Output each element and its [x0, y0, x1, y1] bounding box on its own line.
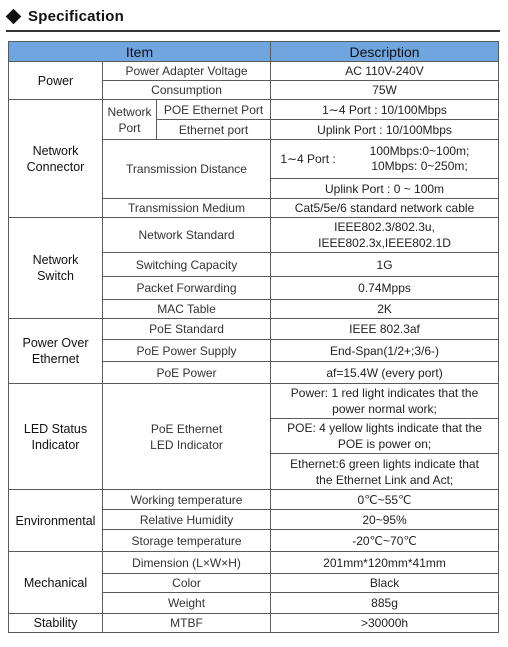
table-row — [9, 490, 499, 510]
row-label: POE Ethernet Port — [157, 100, 271, 120]
led-poe-description — [271, 419, 499, 454]
category-environmental: Environmental — [9, 490, 103, 552]
category-power-over-ethernet — [9, 319, 103, 384]
row-value: 201mm*120mm*41mm — [271, 552, 499, 574]
row-label: Ethernet port — [157, 120, 271, 140]
value-line: Ethernet:6 green lights indicate that — [290, 456, 479, 471]
category-line: Switch — [37, 269, 74, 283]
table-row — [9, 100, 499, 120]
distance-line: 100Mbps:0~100m; — [369, 144, 470, 158]
table-row — [9, 62, 499, 81]
row-value: Cat5/5e/6 standard network cable — [271, 199, 499, 218]
row-value — [271, 218, 499, 253]
section-title: Specification — [28, 7, 124, 25]
network-port-label — [103, 100, 157, 140]
table-row — [9, 552, 499, 574]
row-value: 885g — [271, 593, 499, 614]
row-label: PoE Power Supply — [103, 340, 271, 362]
row-value: 2K — [271, 300, 499, 319]
value-line: POE is power on; — [337, 437, 432, 451]
category-line: Network — [32, 143, 79, 158]
row-value: 75W — [271, 81, 499, 100]
distance-port-label: 1∼4 Port : — [280, 152, 336, 166]
row-label: PoE Power — [103, 362, 271, 384]
row-label: Color — [103, 574, 271, 593]
table-row — [9, 319, 499, 340]
value-line: power normal work; — [332, 402, 437, 416]
row-value: End-Span(1/2+;3/6-) — [271, 340, 499, 362]
column-header-item: Item — [9, 42, 271, 62]
distance-line: 10Mbps: 0~250m; — [371, 159, 468, 173]
row-value: -20℃~70℃ — [271, 530, 499, 552]
row-label: Storage temperature — [103, 530, 271, 552]
category-line: LED Status — [23, 421, 88, 436]
category-line: Ethernet — [31, 352, 80, 366]
category-line: Indicator — [31, 437, 80, 452]
row-value: 0.74Mpps — [271, 277, 499, 300]
row-label: Switching Capacity — [103, 253, 271, 277]
row-label: MAC Table — [103, 300, 271, 319]
row-label: PoE Standard — [103, 319, 271, 340]
category-network-connector — [9, 100, 103, 218]
row-value: 1G — [271, 253, 499, 277]
row-label: Power Adapter Voltage — [103, 62, 271, 81]
row-label: Consumption — [103, 81, 271, 100]
category-led-status — [9, 384, 103, 490]
row-label: Dimension (L×W×H) — [103, 552, 271, 574]
header-divider — [6, 30, 500, 32]
row-label: Transmission Distance — [103, 140, 271, 199]
row-value: IEEE 802.3af — [271, 319, 499, 340]
category-line: Connector — [26, 159, 85, 174]
specification-table — [8, 41, 499, 633]
row-value: Black — [271, 574, 499, 593]
row-value: AC 110V-240V — [271, 62, 499, 81]
label-line: LED Indicator — [150, 437, 223, 452]
distance-lines — [343, 144, 496, 174]
diamond-bullet-icon — [6, 8, 22, 24]
table-row — [9, 384, 499, 419]
row-value: >30000h — [271, 614, 499, 633]
row-label: Working temperature — [103, 490, 271, 510]
category-power: Power — [9, 62, 103, 100]
category-line: Network — [32, 253, 79, 267]
value-line: Power: 1 red light indicates that the — [290, 386, 479, 400]
row-label: Network Standard — [103, 218, 271, 253]
value-line: POE: 4 yellow lights indicate that the — [287, 421, 482, 435]
category-stability: Stability — [9, 614, 103, 633]
category-network-switch — [9, 218, 103, 319]
section-header — [6, 5, 124, 27]
category-mechanical: Mechanical — [9, 552, 103, 614]
row-value: 20~95% — [271, 510, 499, 530]
row-label: Packet Forwarding — [103, 277, 271, 300]
value-line: the Ethernet Link and Act; — [315, 472, 454, 487]
label-line: PoE Ethernet — [150, 421, 223, 436]
value-line: IEEE802.3x,IEEE802.1D — [318, 236, 451, 250]
label-line: Network — [107, 104, 152, 119]
table-row — [9, 218, 499, 253]
row-label: MTBF — [103, 614, 271, 633]
led-power-description — [271, 384, 499, 419]
row-value: 0℃~55℃ — [271, 490, 499, 510]
distance-value — [271, 140, 499, 179]
category-line: Power Over — [22, 336, 89, 350]
row-label: Weight — [103, 593, 271, 614]
row-value: af=15.4W (every port) — [271, 362, 499, 384]
label-line: Port — [118, 120, 141, 135]
value-line: IEEE802.3/802.3u, — [334, 220, 435, 234]
led-ethernet-description — [271, 454, 499, 490]
table-header-row — [9, 42, 499, 62]
table-row — [9, 614, 499, 633]
row-value: Uplink Port : 10/100Mbps — [271, 120, 499, 140]
row-value: Uplink Port : 0 ~ 100m — [271, 179, 499, 199]
led-indicator-label — [103, 384, 271, 490]
row-label: Relative Humidity — [103, 510, 271, 530]
column-header-description: Description — [271, 42, 499, 62]
row-value: 1∼4 Port : 10/100Mbps — [271, 100, 499, 120]
row-label: Transmission Medium — [103, 199, 271, 218]
